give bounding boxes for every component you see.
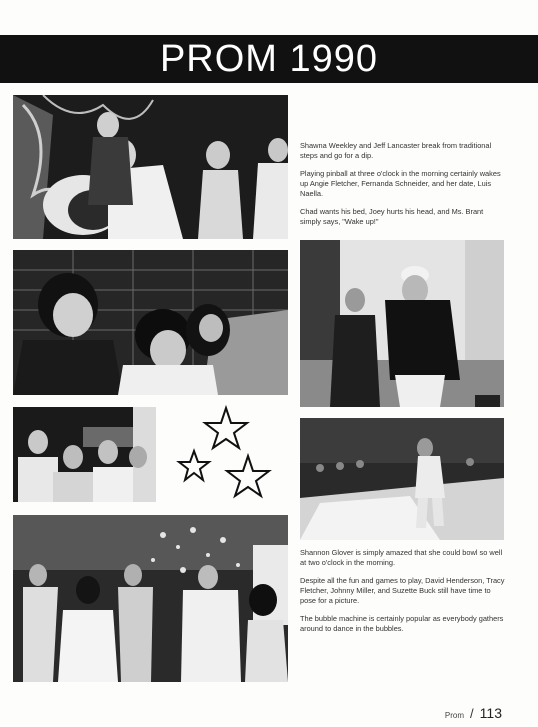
star-icon: [227, 456, 269, 496]
tired-students-photo: [300, 240, 504, 407]
dancing-couple-photo: [13, 95, 288, 239]
page-number: 113: [479, 705, 502, 721]
title-banner: [0, 35, 538, 83]
caption-dancing-couple: Shawna Weekley and Jeff Lancaster break from traditional steps and go for a dip.: [300, 141, 492, 160]
stars-decoration: [170, 405, 280, 505]
bowling-photo: [300, 418, 504, 540]
caption-bubble-dance: The bubble machine is certainly popular as everybody gathers around to dance in the bubbles.: [300, 614, 504, 633]
caption-bowling: Shannon Glover is simply amazed that she could bowl so well at two o'clock in the morning.: [300, 548, 503, 567]
page-footer: [445, 705, 502, 721]
footer-separator: /: [470, 706, 474, 721]
page-title: PROM 1990: [159, 37, 379, 80]
caption-pinball: Playing pinball at three o'clock in the morning certainly wakes up Angie Fletcher, Fernanda Schneider, and her date, Luis Naella.: [300, 169, 501, 198]
bottom-captions: [300, 548, 506, 642]
pinball-group-photo: [13, 250, 288, 395]
posing-group-photo: [13, 407, 156, 502]
footer-section-label: Prom: [444, 711, 465, 720]
star-icon: [179, 451, 209, 480]
caption-posing-group: Despite all the fun and games to play, David Henderson, Tracy Fletcher, Johnny Miller, and Suzette Buck still have time to pose for a picture.: [300, 576, 505, 605]
bubble-dance-photo: [13, 515, 288, 682]
top-captions: [300, 141, 506, 235]
star-icon: [205, 408, 247, 448]
caption-tired-students: Chad wants his bed, Joey hurts his head, and Ms. Brant simply says, "Wake up!": [300, 207, 484, 226]
